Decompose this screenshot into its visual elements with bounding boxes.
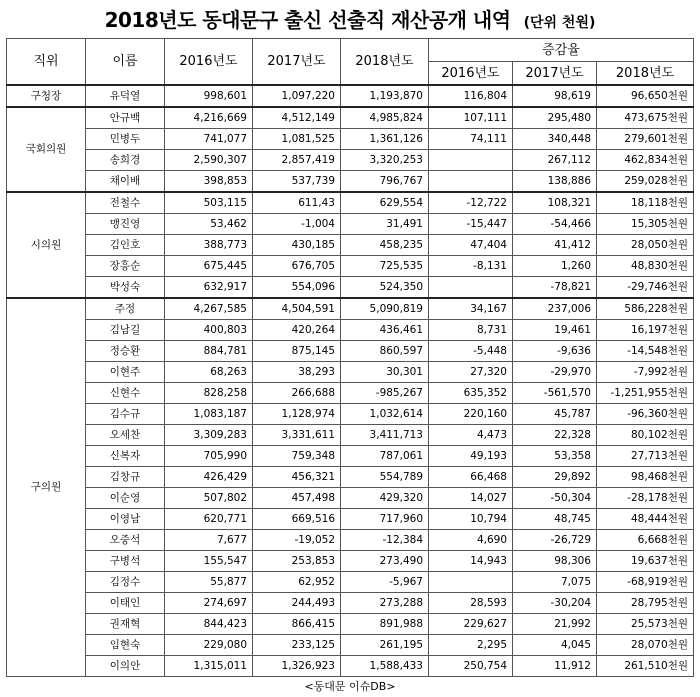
table-row xyxy=(7,530,694,551)
value-2016-cell: 274,697 xyxy=(165,593,253,614)
change-2016-cell: 47,404 xyxy=(429,235,513,256)
table-row xyxy=(7,192,694,214)
value-2017-cell: 430,185 xyxy=(253,235,341,256)
value-2016-cell: 4,267,585 xyxy=(165,298,253,320)
table-row xyxy=(7,656,694,677)
change-2016-cell: -15,447 xyxy=(429,214,513,235)
value-2018-cell: 717,960 xyxy=(341,509,429,530)
change-2016-cell: 10,794 xyxy=(429,509,513,530)
value-2018-cell: 273,288 xyxy=(341,593,429,614)
value-2017-cell: 3,331,611 xyxy=(253,425,341,446)
change-2018-cell: -1,251,955천원 xyxy=(597,383,694,404)
value-2018-cell: 524,350 xyxy=(341,277,429,299)
value-2016-cell: 388,773 xyxy=(165,235,253,256)
position-cell: 시의원 xyxy=(7,192,86,298)
name-cell: 김정수 xyxy=(86,572,165,593)
name-cell: 신현수 xyxy=(86,383,165,404)
change-2018-cell: 473,675천원 xyxy=(597,107,694,129)
unit-note: (단위 천원) xyxy=(523,15,596,31)
value-2018-cell: 796,767 xyxy=(341,171,429,193)
change-2016-cell: 74,111 xyxy=(429,129,513,150)
value-2017-cell: 866,415 xyxy=(253,614,341,635)
value-2016-cell: 503,115 xyxy=(165,192,253,214)
table-row xyxy=(7,509,694,530)
change-2016-cell xyxy=(429,171,513,193)
name-cell: 주정 xyxy=(86,298,165,320)
table-row xyxy=(7,446,694,467)
source-note: <동대문 이슈DB> xyxy=(304,680,396,693)
table-row xyxy=(7,551,694,572)
name-cell: 김창규 xyxy=(86,467,165,488)
change-2017-cell: -29,970 xyxy=(513,362,597,383)
change-2018-cell: 279,601천원 xyxy=(597,129,694,150)
value-2017-cell: -19,052 xyxy=(253,530,341,551)
value-2018-cell: 436,461 xyxy=(341,320,429,341)
table-row xyxy=(7,614,694,635)
name-cell: 이순영 xyxy=(86,488,165,509)
change-2016-cell: 250,754 xyxy=(429,656,513,677)
table-row xyxy=(7,425,694,446)
value-2018-cell: 429,320 xyxy=(341,488,429,509)
table-row xyxy=(7,277,694,299)
table-row xyxy=(7,256,694,277)
name-cell: 장흥순 xyxy=(86,256,165,277)
change-2018-cell: 462,834천원 xyxy=(597,150,694,171)
change-2017-cell: 45,787 xyxy=(513,404,597,425)
change-2017-cell: 340,448 xyxy=(513,129,597,150)
value-2018-cell: 629,554 xyxy=(341,192,429,214)
change-2016-cell: 4,473 xyxy=(429,425,513,446)
change-2018-cell: 96,650천원 xyxy=(597,85,694,107)
value-2017-cell: 1,128,974 xyxy=(253,404,341,425)
value-2018-cell: 1,193,870 xyxy=(341,85,429,107)
change-2016-cell: 14,027 xyxy=(429,488,513,509)
change-2016-cell: 229,627 xyxy=(429,614,513,635)
table-row xyxy=(7,404,694,425)
header-position: 직위 xyxy=(7,39,86,86)
name-cell: 신복자 xyxy=(86,446,165,467)
value-2018-cell: 4,985,824 xyxy=(341,107,429,129)
name-cell: 송희경 xyxy=(86,150,165,171)
value-2017-cell: 244,493 xyxy=(253,593,341,614)
change-2018-cell: -7,992천원 xyxy=(597,362,694,383)
change-2018-cell: -29,746천원 xyxy=(597,277,694,299)
change-2018-cell: 48,444천원 xyxy=(597,509,694,530)
value-2016-cell: 398,853 xyxy=(165,171,253,193)
value-2018-cell: 5,090,819 xyxy=(341,298,429,320)
table-row xyxy=(7,593,694,614)
change-2017-cell: 267,112 xyxy=(513,150,597,171)
change-2016-cell: -8,131 xyxy=(429,256,513,277)
change-2017-cell: -50,304 xyxy=(513,488,597,509)
table-row xyxy=(7,467,694,488)
change-2017-cell: 19,461 xyxy=(513,320,597,341)
change-2016-cell xyxy=(429,277,513,299)
table-row xyxy=(7,235,694,256)
value-2017-cell: 233,125 xyxy=(253,635,341,656)
value-2017-cell: 420,264 xyxy=(253,320,341,341)
change-2016-cell: 4,690 xyxy=(429,530,513,551)
value-2018-cell: 787,061 xyxy=(341,446,429,467)
position-cell: 구의원 xyxy=(7,298,86,677)
table-row xyxy=(7,383,694,404)
value-2016-cell: 620,771 xyxy=(165,509,253,530)
header-change-2018: 2018년도 xyxy=(597,62,694,86)
change-2018-cell: 27,713천원 xyxy=(597,446,694,467)
change-2016-cell: -12,722 xyxy=(429,192,513,214)
value-2017-cell: 1,081,525 xyxy=(253,129,341,150)
change-2018-cell: 19,637천원 xyxy=(597,551,694,572)
value-2016-cell: 55,877 xyxy=(165,572,253,593)
name-cell: 채이배 xyxy=(86,171,165,193)
value-2016-cell: 155,547 xyxy=(165,551,253,572)
change-2016-cell: 8,731 xyxy=(429,320,513,341)
change-2018-cell: 48,830천원 xyxy=(597,256,694,277)
change-2017-cell: 7,075 xyxy=(513,572,597,593)
name-cell: 이현주 xyxy=(86,362,165,383)
table-body xyxy=(7,85,694,677)
value-2016-cell: 229,080 xyxy=(165,635,253,656)
value-2017-cell: 38,293 xyxy=(253,362,341,383)
value-2017-cell: 2,857,419 xyxy=(253,150,341,171)
table-row xyxy=(7,341,694,362)
name-cell: 김인호 xyxy=(86,235,165,256)
value-2017-cell: 669,516 xyxy=(253,509,341,530)
change-2017-cell: -26,729 xyxy=(513,530,597,551)
value-2017-cell: 676,705 xyxy=(253,256,341,277)
change-2016-cell: 49,193 xyxy=(429,446,513,467)
value-2017-cell: 1,326,923 xyxy=(253,656,341,677)
change-2017-cell: -78,821 xyxy=(513,277,597,299)
table-row xyxy=(7,572,694,593)
change-2017-cell: 1,260 xyxy=(513,256,597,277)
name-cell: 맹진영 xyxy=(86,214,165,235)
value-2017-cell: 4,504,591 xyxy=(253,298,341,320)
value-2016-cell: 1,315,011 xyxy=(165,656,253,677)
header-change-2016: 2016년도 xyxy=(429,62,513,86)
value-2017-cell: 554,096 xyxy=(253,277,341,299)
table-header xyxy=(7,39,694,86)
value-2016-cell: 705,990 xyxy=(165,446,253,467)
change-2018-cell: 15,305천원 xyxy=(597,214,694,235)
value-2018-cell: -12,384 xyxy=(341,530,429,551)
change-2016-cell: 107,111 xyxy=(429,107,513,129)
table-row xyxy=(7,214,694,235)
change-2018-cell: 98,468천원 xyxy=(597,467,694,488)
change-2017-cell: 138,886 xyxy=(513,171,597,193)
name-cell: 권재혁 xyxy=(86,614,165,635)
change-2016-cell: 66,468 xyxy=(429,467,513,488)
value-2018-cell: 860,597 xyxy=(341,341,429,362)
value-2016-cell: 507,802 xyxy=(165,488,253,509)
name-cell: 이영남 xyxy=(86,509,165,530)
value-2017-cell: 537,739 xyxy=(253,171,341,193)
change-2017-cell: 295,480 xyxy=(513,107,597,129)
change-2017-cell: 21,992 xyxy=(513,614,597,635)
name-cell: 민병두 xyxy=(86,129,165,150)
position-cell: 구청장 xyxy=(7,85,86,107)
change-2016-cell xyxy=(429,572,513,593)
name-cell: 김수규 xyxy=(86,404,165,425)
value-2016-cell: 998,601 xyxy=(165,85,253,107)
change-2018-cell: 261,510천원 xyxy=(597,656,694,677)
change-2017-cell: -9,636 xyxy=(513,341,597,362)
value-2017-cell: 4,512,149 xyxy=(253,107,341,129)
table-row xyxy=(7,635,694,656)
change-2017-cell: -54,466 xyxy=(513,214,597,235)
value-2018-cell: 31,491 xyxy=(341,214,429,235)
name-cell: 이태인 xyxy=(86,593,165,614)
change-2016-cell: 27,320 xyxy=(429,362,513,383)
value-2018-cell: 1,588,433 xyxy=(341,656,429,677)
table-row xyxy=(7,488,694,509)
name-cell: 이의안 xyxy=(86,656,165,677)
change-2018-cell: 18,118천원 xyxy=(597,192,694,214)
change-2017-cell: 108,321 xyxy=(513,192,597,214)
table-row xyxy=(7,362,694,383)
table-row xyxy=(7,171,694,193)
table-row xyxy=(7,298,694,320)
value-2016-cell: 3,309,283 xyxy=(165,425,253,446)
value-2016-cell: 844,423 xyxy=(165,614,253,635)
change-2017-cell: 53,358 xyxy=(513,446,597,467)
value-2018-cell: -5,967 xyxy=(341,572,429,593)
name-cell: 오중석 xyxy=(86,530,165,551)
table-row xyxy=(7,320,694,341)
value-2017-cell: 759,348 xyxy=(253,446,341,467)
value-2016-cell: 2,590,307 xyxy=(165,150,253,171)
change-2017-cell: 98,619 xyxy=(513,85,597,107)
change-2017-cell: 11,912 xyxy=(513,656,597,677)
value-2018-cell: 554,789 xyxy=(341,467,429,488)
change-2018-cell: 6,668천원 xyxy=(597,530,694,551)
change-2018-cell: 28,050천원 xyxy=(597,235,694,256)
change-2018-cell: -68,919천원 xyxy=(597,572,694,593)
change-2018-cell: -96,360천원 xyxy=(597,404,694,425)
change-2017-cell: -561,570 xyxy=(513,383,597,404)
name-cell: 오세찬 xyxy=(86,425,165,446)
change-2017-cell: 98,306 xyxy=(513,551,597,572)
table-row xyxy=(7,129,694,150)
change-2017-cell: -30,204 xyxy=(513,593,597,614)
value-2016-cell: 884,781 xyxy=(165,341,253,362)
change-2018-cell: 28,795천원 xyxy=(597,593,694,614)
change-2016-cell xyxy=(429,150,513,171)
value-2018-cell: 3,320,253 xyxy=(341,150,429,171)
value-2018-cell: 261,195 xyxy=(341,635,429,656)
change-2017-cell: 41,412 xyxy=(513,235,597,256)
position-cell: 국회의원 xyxy=(7,107,86,192)
document-title xyxy=(0,4,700,34)
change-2018-cell: -28,178천원 xyxy=(597,488,694,509)
value-2016-cell: 675,445 xyxy=(165,256,253,277)
change-2017-cell: 22,328 xyxy=(513,425,597,446)
header-change-2017: 2017년도 xyxy=(513,62,597,86)
table-row xyxy=(7,150,694,171)
value-2016-cell: 53,462 xyxy=(165,214,253,235)
name-cell: 정승환 xyxy=(86,341,165,362)
change-2016-cell: -5,448 xyxy=(429,341,513,362)
value-2018-cell: 1,032,614 xyxy=(341,404,429,425)
change-2016-cell: 220,160 xyxy=(429,404,513,425)
header-2018: 2018년도 xyxy=(341,39,429,86)
value-2018-cell: 725,535 xyxy=(341,256,429,277)
name-cell: 유덕열 xyxy=(86,85,165,107)
value-2018-cell: 3,411,713 xyxy=(341,425,429,446)
value-2016-cell: 632,917 xyxy=(165,277,253,299)
value-2016-cell: 1,083,187 xyxy=(165,404,253,425)
value-2017-cell: 1,097,220 xyxy=(253,85,341,107)
change-2016-cell: 635,352 xyxy=(429,383,513,404)
value-2018-cell: 891,988 xyxy=(341,614,429,635)
value-2016-cell: 4,216,669 xyxy=(165,107,253,129)
name-cell: 안규백 xyxy=(86,107,165,129)
name-cell: 박성숙 xyxy=(86,277,165,299)
value-2018-cell: 273,490 xyxy=(341,551,429,572)
value-2016-cell: 741,077 xyxy=(165,129,253,150)
change-2017-cell: 48,745 xyxy=(513,509,597,530)
change-2016-cell: 34,167 xyxy=(429,298,513,320)
value-2017-cell: -1,004 xyxy=(253,214,341,235)
title-text: 2018년도 동대문구 출신 선출직 재산공개 내역 xyxy=(104,8,511,32)
change-2018-cell: 259,028천원 xyxy=(597,171,694,193)
change-2017-cell: 29,892 xyxy=(513,467,597,488)
value-2016-cell: 400,803 xyxy=(165,320,253,341)
value-2017-cell: 456,321 xyxy=(253,467,341,488)
name-cell: 임현숙 xyxy=(86,635,165,656)
change-2018-cell: 25,573천원 xyxy=(597,614,694,635)
change-2018-cell: 16,197천원 xyxy=(597,320,694,341)
change-2018-cell: 80,102천원 xyxy=(597,425,694,446)
change-2018-cell: 28,070천원 xyxy=(597,635,694,656)
change-2016-cell: 2,295 xyxy=(429,635,513,656)
name-cell: 전철수 xyxy=(86,192,165,214)
name-cell: 구병석 xyxy=(86,551,165,572)
change-2018-cell: 586,228천원 xyxy=(597,298,694,320)
header-2016: 2016년도 xyxy=(165,39,253,86)
value-2017-cell: 253,853 xyxy=(253,551,341,572)
value-2017-cell: 62,952 xyxy=(253,572,341,593)
header-name: 이름 xyxy=(86,39,165,86)
value-2018-cell: 30,301 xyxy=(341,362,429,383)
value-2018-cell: 1,361,126 xyxy=(341,129,429,150)
value-2017-cell: 457,498 xyxy=(253,488,341,509)
name-cell: 김남길 xyxy=(86,320,165,341)
table-row xyxy=(7,85,694,107)
change-2018-cell: -14,548천원 xyxy=(597,341,694,362)
value-2018-cell: -985,267 xyxy=(341,383,429,404)
value-2016-cell: 68,263 xyxy=(165,362,253,383)
value-2018-cell: 458,235 xyxy=(341,235,429,256)
change-2017-cell: 4,045 xyxy=(513,635,597,656)
value-2016-cell: 828,258 xyxy=(165,383,253,404)
change-2016-cell: 116,804 xyxy=(429,85,513,107)
value-2016-cell: 426,429 xyxy=(165,467,253,488)
asset-table xyxy=(6,38,694,677)
table-row xyxy=(7,107,694,129)
header-change: 증감율 xyxy=(429,39,694,62)
value-2017-cell: 875,145 xyxy=(253,341,341,362)
change-2017-cell: 237,006 xyxy=(513,298,597,320)
value-2016-cell: 7,677 xyxy=(165,530,253,551)
value-2017-cell: 266,688 xyxy=(253,383,341,404)
change-2016-cell: 14,943 xyxy=(429,551,513,572)
value-2017-cell: 611,43 xyxy=(253,192,341,214)
header-2017: 2017년도 xyxy=(253,39,341,86)
change-2016-cell: 28,593 xyxy=(429,593,513,614)
